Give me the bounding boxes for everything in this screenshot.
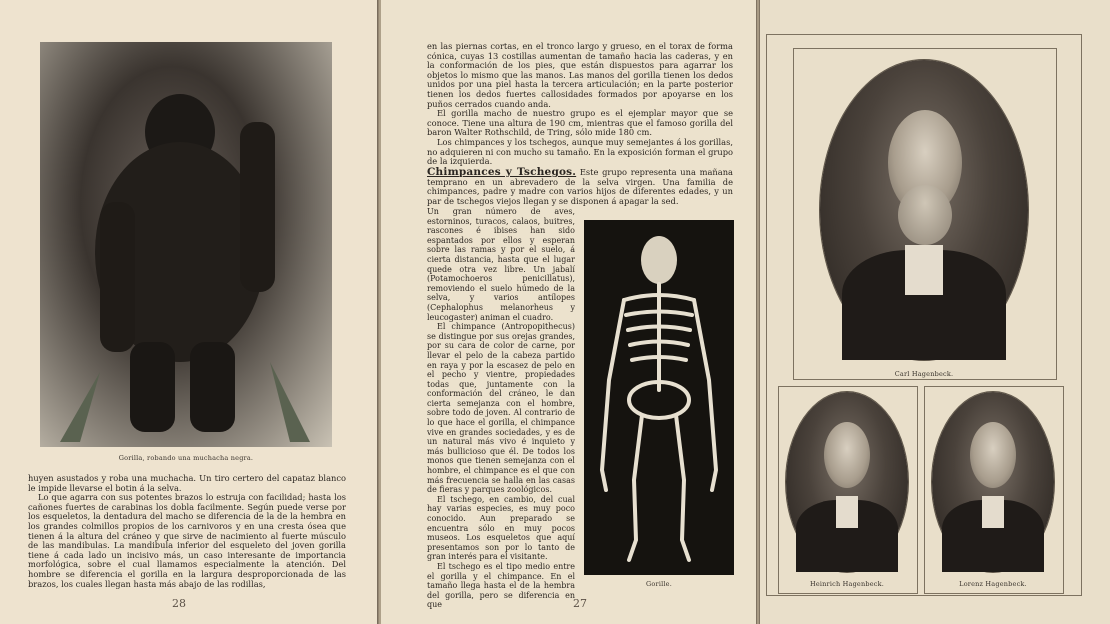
middle-intro-text — [427, 42, 733, 167]
section-block — [427, 168, 733, 206]
caption-lorenz: Lorenz Hagenbeck. — [959, 580, 1027, 588]
middle-page — [381, 0, 756, 624]
face-shape — [970, 422, 1016, 488]
paragraph: El tschego es el tipo medio entre el gorilla y el chimpance. En el tamaño llega hasta el de la hembra del gorilla, pero se diferencia en que — [427, 561, 575, 610]
beard-shape — [898, 185, 952, 245]
skeleton-icon — [584, 220, 734, 575]
portrait-lorenz-hagenbeck — [932, 392, 1054, 572]
paragraph: huyen asustados y roba una muchacha. Un tiro certero del capataz blanco le impide llevarse el botin á la selva. — [28, 473, 346, 493]
paragraph: El tschego, en cambio, del cual hay varias especies, es muy poco conocido. Aun preparado se encuentra sólo en muy pocos museos. Los esqueletos que aquí presentamos son por lo tanto de gran interés para el visitante. — [427, 494, 575, 562]
section-heading: Chimpances y Tschegos. — [427, 166, 577, 178]
skeleton-photo-caption: Gorille. — [646, 580, 672, 588]
paragraph: en las piernas cortas, en el tronco largo y grueso, en el torax de forma cónica, cuyas 13 costillas aumentan de tamaño hacia las caderas, y en la conformación de los pies, que están dispuestos para agarrar los objetos lo mismo que las manos. Las manos del gorilla tienen los dedos unidos por una piel hasta la tercera articulación; en la parte posterior tienen los dedos fuertes callosidades formados por apoyarse en los puños cerrados cuando anda. — [427, 41, 733, 109]
left-body-text — [28, 474, 346, 589]
portrait-carl-hagenbeck — [820, 60, 1028, 360]
gorilla-figure-icon — [40, 42, 332, 447]
middle-column-text — [427, 207, 575, 610]
gorilla-photo — [40, 42, 332, 447]
caption-heinrich: Heinrich Hagenbeck. — [809, 580, 885, 588]
gorilla-skeleton-photo — [584, 220, 734, 575]
portrait-heinrich-hagenbeck — [786, 392, 908, 572]
paragraph: El gorilla macho de nuestro grupo es el ejemplar mayor que se conoce. Tiene una altura de 190 cm, mientras que el famoso gorilla del baron Walter Rothschild, de Tring, sólo mide 180 cm. — [427, 108, 733, 138]
right-page — [760, 0, 1110, 624]
collar-shape — [982, 496, 1004, 528]
section-intro: Este grupo representa una mañana temprano en un abrevadero de la selva virgen. Una familia de chimpances, padre y madre con varios hijos de diferentes edades, y un par de tschegos viejos llegan y se disponen á apagar la sed. — [427, 167, 733, 206]
caption-carl: Carl Hagenbeck. — [894, 370, 954, 378]
section-intro-line — [427, 168, 733, 206]
collar-shape — [836, 496, 858, 528]
paragraph: Lo que agarra con sus potentes brazos lo estruja con facilidad; hasta los cañones fuertes de carabinas los dobla facilmente. Según puede verse por los esqueletos, la dentadura del macho se diferencia de la de la hembra en los grandes colmillos propios de los carnivoros y en una cresta ósea que tienen á la altura del cráneo y que sirve de nacimiento al fuerte músculo de las mandibulas. La mandibula inferior del esqueleto del joven gorilla tiene á cada lado un incisivo más, un caso interesante de importancia morfológica, sobre el cual llamamos especialmente la atención. Del hombre se diferencia el gorilla en la largura desproporcionada de las brazos, los cuales llegan hasta más abajo de las rodillas, — [28, 492, 346, 589]
left-page — [0, 0, 378, 624]
left-photo-caption: Gorilla, robando una muchacha negra. — [118, 454, 254, 462]
page-number-middle: 27 — [573, 597, 587, 610]
collar-shape — [905, 245, 943, 295]
paragraph: Los chimpances y los tschegos, aunque muy semejantes á los gorillas, no adquieren ni con mucho su tamaño. En la exposición forman el grupo de la izquierda. — [427, 136, 733, 167]
paragraph: Un gran número de aves, estorninos, turacos, calaos, buitres, rascones é ibises han sido espantados por ellos y esperan sobre las ramas y por el suelo, á cierta distancia, hasta que el lugar quede otra vez libre. Un jabalí (Potamochoeros penicillatus), removiendo el suelo húmedo de la selva, y varios antílopes (Cephalophus melanorheus y leucogaster) animan el cuadro. — [427, 207, 575, 322]
face-shape — [824, 422, 870, 488]
page-number-left: 28 — [172, 597, 186, 610]
paragraph: El chimpance (Antropopithecus) se distingue por sus orejas grandes, por su cara de color de carne, por llevar el pelo de la cabeza partido en raya y por la escasez de pelo en el pecho y vientre, propiedades todas que, juntamente con la conformación del cráneo, le dan cierta semejanza con el hombre, sobre todo de joven. Al contrario de lo que hace el gorilla, el chimpance vive en grandes sociedades, y es de un natural más vivo é inquieto y más bullicioso que él. De todos los monos que tienen semejanza con el hombre, el chimpance es el que con más frecuencia se halla en las casas de fieras y parques zoológicos. — [427, 322, 575, 495]
